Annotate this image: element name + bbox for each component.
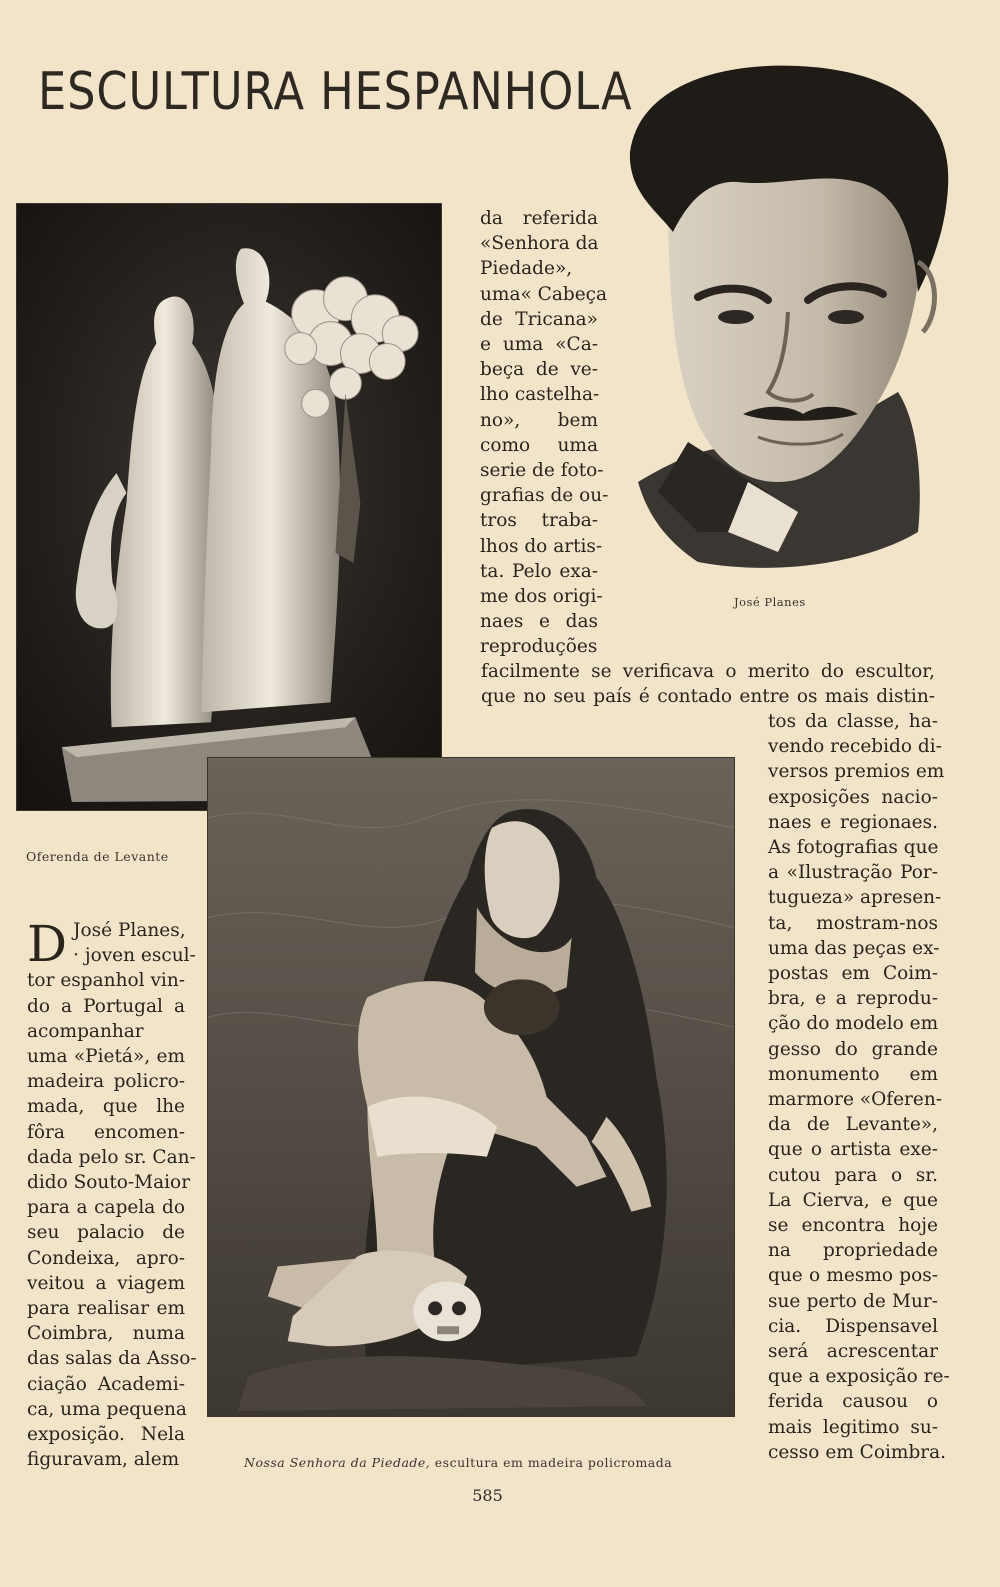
article-paragraph xyxy=(480,206,609,660)
article-title: ESCULTURA HESPANHOLA xyxy=(38,62,633,122)
text-line: facilmente se verificava o merito do escultor, xyxy=(481,661,935,682)
text-line: tugueza» apresen- xyxy=(768,887,942,909)
text-wide-lines xyxy=(481,659,935,709)
caption-piedade xyxy=(244,1455,672,1470)
text-line: cia. Dispensavel xyxy=(768,1315,938,1337)
text-line: postas em Coim- xyxy=(768,963,938,985)
text-column-right xyxy=(768,709,950,1465)
text-line: da de Levante», xyxy=(768,1114,938,1136)
text-line: da referida xyxy=(480,208,598,229)
text-line: que o mesmo pos- xyxy=(768,1265,938,1287)
text-line: fôra encomen- xyxy=(27,1121,185,1143)
text-line: veitou a viagem xyxy=(27,1272,185,1294)
text-line: cutou para o sr. xyxy=(768,1164,938,1186)
article-opening-paragraph xyxy=(27,915,197,1472)
text-line: mada, que lhe xyxy=(27,1096,185,1118)
text-line: tos da classe, ha- xyxy=(768,711,938,732)
text-line: ciação Academi- xyxy=(27,1373,185,1395)
caption-piedade-title: Nossa Senhora da Piedade, xyxy=(244,1455,431,1470)
text-line: como uma xyxy=(480,434,598,456)
text-line: será acrescentar xyxy=(768,1341,938,1363)
text-line: madeira policro- xyxy=(27,1071,185,1093)
text-line: «Senhora da xyxy=(480,233,599,255)
text-line: versos premios em xyxy=(768,761,945,783)
photo-jose-planes xyxy=(628,62,950,582)
text-column-left xyxy=(27,915,197,1472)
text-line: As fotografias que xyxy=(768,837,939,859)
text-line: que a exposição re- xyxy=(768,1366,950,1388)
text-line: vendo recebido di- xyxy=(768,736,942,758)
text-line: Condeixa, apro- xyxy=(27,1247,185,1269)
text-line: me dos origi- xyxy=(480,586,603,608)
text-line: figuravam, alem xyxy=(27,1449,180,1471)
text-line: tros traba- xyxy=(480,510,598,532)
text-line: marmore «Oferen- xyxy=(768,1089,943,1111)
text-line: do a Portugal a xyxy=(27,995,185,1017)
text-line: beça de ve- xyxy=(480,359,598,381)
text-line: naes e regionaes. xyxy=(768,811,938,833)
text-line: La Cierva, e que xyxy=(768,1189,938,1211)
article-paragraph xyxy=(481,659,935,709)
photo-nossa-senhora-da-piedade xyxy=(207,757,735,1417)
text-line: cesso em Coimbra. xyxy=(768,1441,947,1463)
text-line: Coimbra, numa xyxy=(27,1323,185,1345)
photo-oferenda-de-levante xyxy=(16,203,442,811)
text-line: gesso do grande xyxy=(768,1038,938,1060)
text-line: dido Souto-Maior xyxy=(27,1172,191,1194)
text-line: para realisar em xyxy=(27,1298,185,1320)
text-column-center xyxy=(480,206,609,660)
text-line: ta. Pelo exa- xyxy=(480,560,598,582)
sculpture-photo-icon xyxy=(17,204,441,810)
text-line: Piedade», xyxy=(480,258,573,280)
text-line: tor espanhol vin- xyxy=(27,970,185,992)
text-line: lhos do artis- xyxy=(480,535,603,557)
text-line: exposição. Nela xyxy=(27,1424,185,1446)
caption-oferenda: Oferenda de Levante xyxy=(26,849,169,864)
text-line: ta, mostram-nos xyxy=(768,912,938,934)
article-paragraph xyxy=(768,709,950,1465)
text-line: naes e das xyxy=(480,611,598,633)
text-line: uma« Cabeça xyxy=(480,283,608,305)
text-line: reproduções xyxy=(480,636,598,658)
text-line: se encontra hoje xyxy=(768,1215,938,1237)
caption-jose-planes: José Planes xyxy=(734,595,806,609)
text-line: mais legitimo su- xyxy=(768,1416,938,1438)
text-line: ção do modelo em xyxy=(768,1013,939,1035)
text-line: dada pelo sr. Can- xyxy=(27,1146,196,1168)
text-line: ca, uma pequena xyxy=(27,1398,187,1420)
text-line: lho castelha- xyxy=(480,384,600,406)
text-line: a «Ilustração Por- xyxy=(768,862,938,884)
text-line: grafias de ou- xyxy=(480,485,609,507)
text-line: que no seu país é contado entre os mais distin- xyxy=(481,686,935,708)
text-line: monumento em xyxy=(768,1063,938,1085)
text-line: bra, e a reprodu- xyxy=(768,988,938,1010)
text-line: que o artista exe- xyxy=(768,1139,938,1161)
caption-piedade-desc: escultura em madeira policromada xyxy=(434,1455,673,1470)
text-line: de Tricana» xyxy=(480,308,598,330)
portrait-photo-icon xyxy=(628,62,950,582)
page-number: 585 xyxy=(472,1486,503,1505)
text-line: José Planes, xyxy=(73,920,186,941)
text-line: na propriedade xyxy=(768,1240,938,1262)
text-line: e uma «Ca- xyxy=(480,334,598,356)
sculpture-photo-icon xyxy=(208,758,734,1416)
text-line: sue perto de Mur- xyxy=(768,1290,938,1312)
text-line: ferida causou o xyxy=(768,1391,938,1413)
text-line: no», bem xyxy=(480,409,598,431)
text-line: acompanhar xyxy=(27,1020,144,1042)
text-line: exposições nacio- xyxy=(768,786,938,808)
text-line: uma «Pietá», em xyxy=(27,1046,185,1068)
drop-cap: D xyxy=(27,915,68,973)
text-line: seu palacio de xyxy=(27,1222,185,1244)
text-line: serie de foto- xyxy=(480,460,604,482)
text-line: uma das peças ex- xyxy=(768,937,940,959)
text-line: das salas da Asso- xyxy=(27,1348,197,1370)
text-line: · joven escul- xyxy=(73,945,196,967)
text-line: para a capela do xyxy=(27,1197,185,1219)
